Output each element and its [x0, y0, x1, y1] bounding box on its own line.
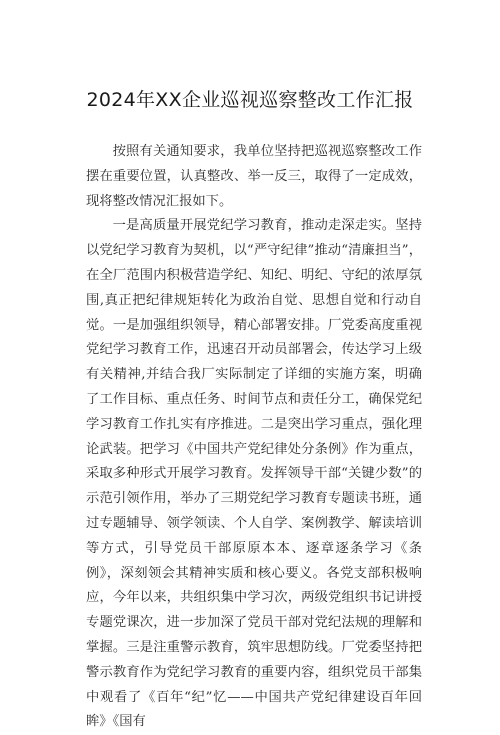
document-title: 2024年XX企业巡视巡察整改工作汇报: [86, 89, 414, 111]
document-body: [86, 140, 422, 735]
body-paragraph: 一是高质量开展党纪学习教育，推动走深走实。坚持以党纪学习教育为契机，以“严守纪律”推动“清廉担当”，在全厂范围内积极营造学纪、知纪、明纪、守纪的浓厚氛围,真正把纪律规矩转化为政治自觉、思想自觉和行动自觉。一是加强组织领导，精心部署安排。厂党委高度重视党纪学习教育工作，迅速召开动员部署会，传达学习上级有关精神,并结合我厂实际制定了详细的实施方案，明确了工作目标、重点任务、时间节点和责任分工，确保党纪学习教育工作扎实有序推进。二是突出学习重点，强化理论武装。把学习《中国共产党纪律处分条例》作为重点，采取多种形式开展学习教育。发挥领导干部“关键少数”的示范引领作用，举办了三期党纪学习教育专题读书班，通过专题辅导、领学领读、个人自学、案例教学、解读培训等方式，引导党员干部原原本本、逐章逐条学习《条例》，深刻领会其精神实质和核心要义。各党支部积极响应，今年以来，共组织集中学习次，两级党组织书记讲授专题党课次，进一步加深了党员干部对党纪法规的理解和掌握。三是注重警示教育，筑牢思想防线。厂党委坚持把警示教育作为党纪学习教育的重要内容，组织党员干部集中观看了《百年“纪”忆——中国共产党纪律建设百年回眸》《国有: [86, 218, 422, 730]
intro-paragraph: 按照有关通知要求，我单位坚持把巡视巡察整改工作摆在重要位置，认真整改、举一反三，取得了一定成效，现将整改情况汇报如下。: [86, 144, 422, 209]
